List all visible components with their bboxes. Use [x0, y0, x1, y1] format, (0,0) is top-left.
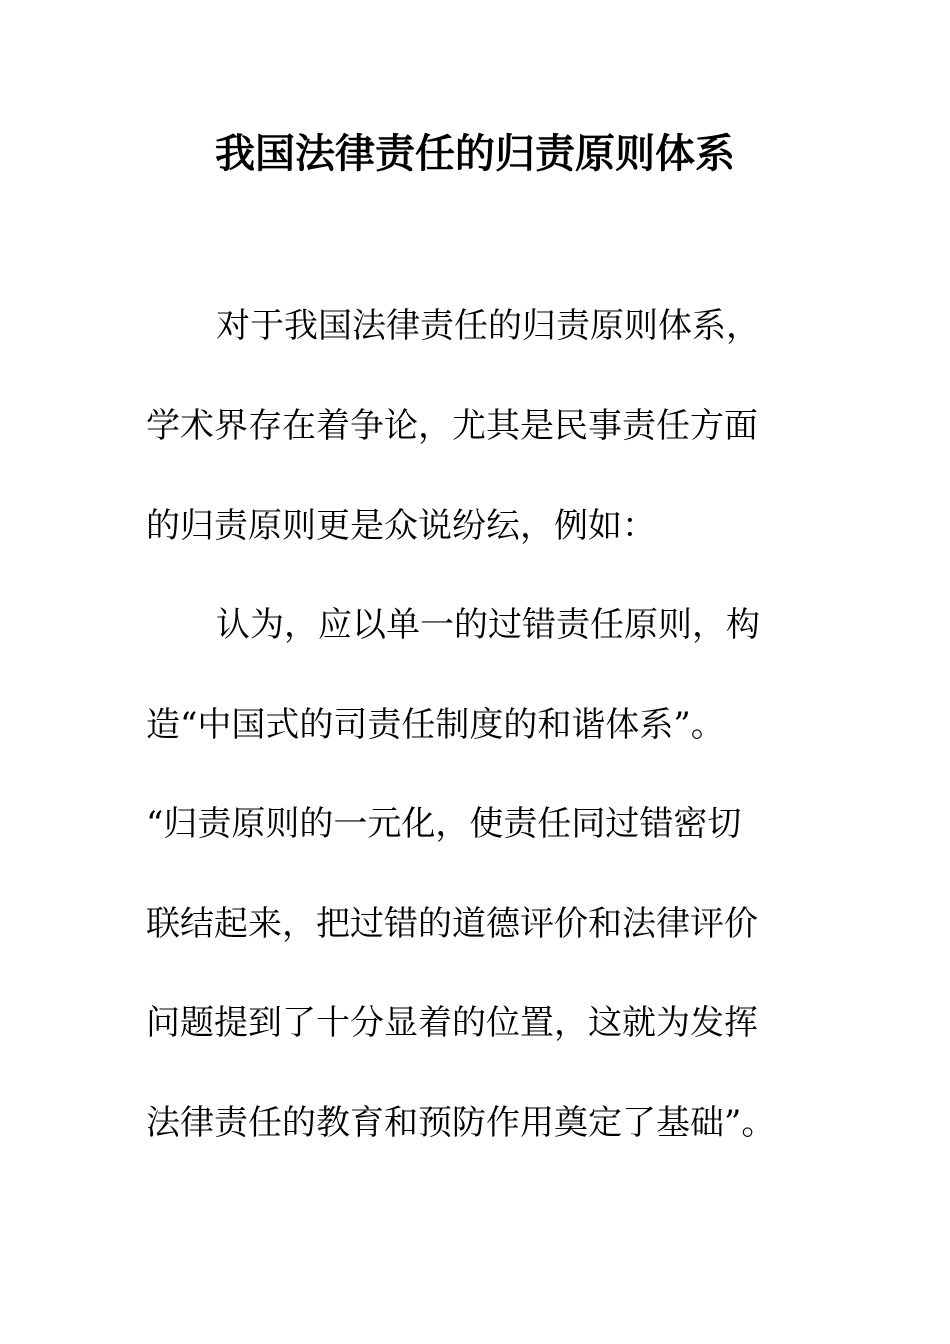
document-title: 我国法律责任的归责原则体系	[215, 130, 735, 177]
paragraph-1-line-3: 的归责原则更是众说纷纭，例如：	[146, 506, 656, 546]
paragraph-2-line-4: 联结起来，把过错的道德评价和法律评价	[146, 904, 758, 944]
paragraph-2-line-6: 法律责任的教育和预防作用奠定了基础”。	[146, 1103, 776, 1143]
paragraph-2-line-5: 问题提到了十分显着的位置，这就为发挥	[146, 1003, 758, 1043]
paragraph-2-line-3: “归责原则的一元化，使责任同过错密切	[146, 804, 742, 844]
paragraph-2-line-1: 认为，应以单一的过错责任原则，构	[216, 605, 760, 645]
paragraph-1-line-2: 学术界存在着争论，尤其是民事责任方面	[146, 406, 758, 446]
paragraph-1-line-1: 对于我国法律责任的归责原则体系，	[216, 306, 760, 346]
paragraph-2-line-2: 造“中国式的司责任制度的和谐体系”。	[146, 705, 725, 745]
